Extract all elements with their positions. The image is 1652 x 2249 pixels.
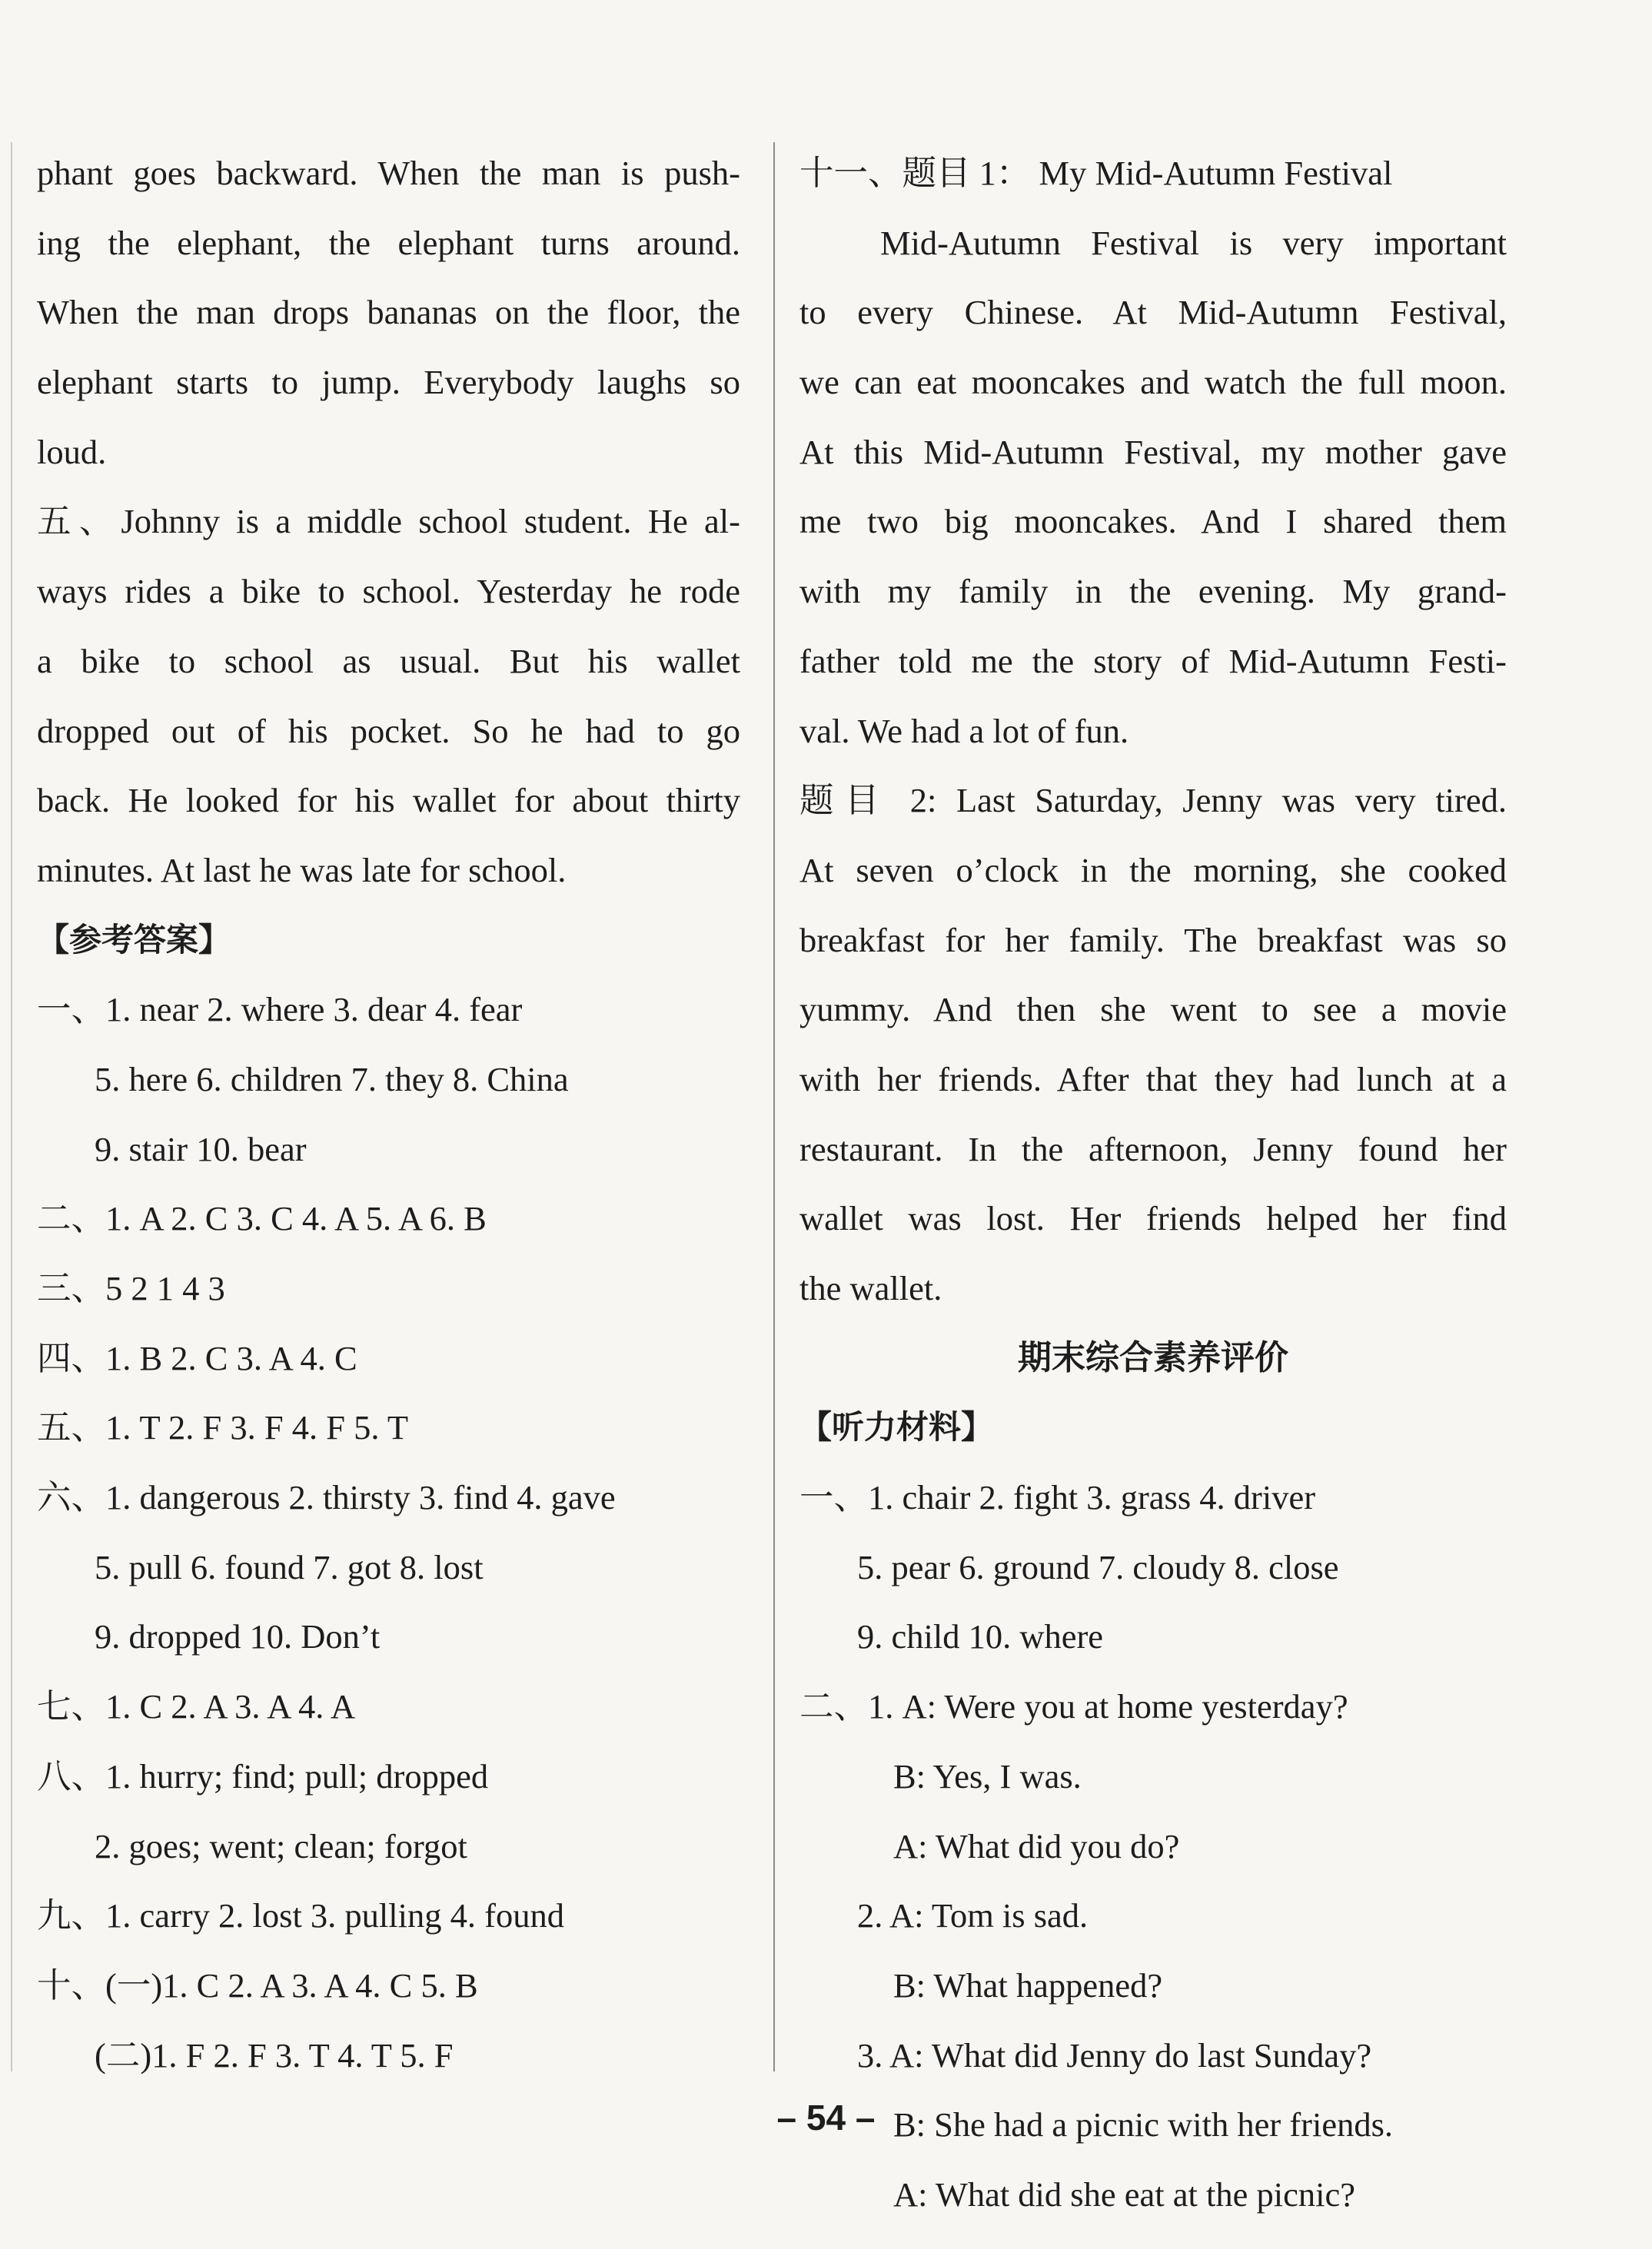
left-text-line: 5. pull 6. found 7. got 8. lost xyxy=(95,1547,484,1586)
right-text-line: 题目 2: Last Saturday, Jenny was very tired. xyxy=(799,781,1507,820)
right-text-line: restaurant. In the afternoon, Jenny found her xyxy=(799,1129,1507,1168)
column-divider xyxy=(773,142,775,2071)
left-text-line: 六、1. dangerous 2. thirsty 3. find 4. gave xyxy=(37,1478,616,1517)
right-text-line: 3. A: What did Jenny do last Sunday? xyxy=(857,2035,1372,2075)
right-text-line: B: She had a picnic with her friends. xyxy=(893,2105,1394,2144)
left-text-line: 三、5 2 1 4 3 xyxy=(37,1269,225,1307)
right-text-line: 9. child 10. where xyxy=(857,1617,1104,1656)
left-text-line: 十、(一)1. C 2. A 3. A 4. C 5. B xyxy=(37,1965,478,2005)
left-text-line: 五、Johnny is a middle school student. He al- xyxy=(37,502,740,541)
right-text-line: At seven o’clock in the morning, she cooked xyxy=(799,850,1507,889)
right-text-line: B: Yes, I was. xyxy=(893,1756,1082,1796)
left-column xyxy=(37,138,740,2090)
page-number: – 54 – xyxy=(776,2098,876,2138)
left-text-line: 5. here 6. children 7. they 8. China xyxy=(95,1059,569,1098)
left-text-line: ways rides a bike to school. Yesterday he rode xyxy=(37,572,740,611)
left-text-line: 9. stair 10. bear xyxy=(95,1129,307,1168)
left-text-line: back. He looked for his wallet for about thirty xyxy=(37,781,740,820)
left-text-line: dropped out of his pocket. So he had to go xyxy=(37,711,740,750)
right-text-line: 2. A: Tom is sad. xyxy=(857,1896,1089,1935)
right-column xyxy=(799,138,1507,2230)
left-text-line: 八、1. hurry; find; pull; dropped xyxy=(37,1756,489,1796)
left-text-line: 五、1. T 2. F 3. F 4. F 5. T xyxy=(37,1408,409,1447)
left-text-line: loud. xyxy=(37,432,107,471)
left-text-line: 四、1. B 2. C 3. A 4. C xyxy=(37,1338,357,1377)
right-text-line: A: What did she eat at the picnic? xyxy=(893,2174,1355,2214)
right-text-line: the wallet. xyxy=(799,1269,942,1307)
right-text-line: we can eat mooncakes and watch the full moon. xyxy=(799,363,1507,402)
left-text-line: 七、1. C 2. A 3. A 4. A xyxy=(37,1687,356,1726)
left-text-line: elephant starts to jump. Everybody laughs so xyxy=(37,363,740,402)
left-text-line: minutes. At last he was late for school. xyxy=(37,850,567,889)
section-title: 期末综合素养评价 xyxy=(1018,1337,1288,1377)
left-text-line: phant goes backward. When the man is push- xyxy=(37,154,740,192)
left-text-line: 二、1. A 2. C 3. C 4. A 5. A 6. B xyxy=(37,1199,487,1238)
right-text-line: 二、1. A: Were you at home yesterday? xyxy=(799,1687,1348,1726)
section-heading: 【参考答案】 xyxy=(37,920,231,958)
right-text-line: father told me the story of Mid-Autumn Festi- xyxy=(799,641,1507,680)
right-text-line: me two big mooncakes. And I shared them xyxy=(799,502,1507,541)
right-text-line: wallet was lost. Her friends helped her find xyxy=(799,1199,1507,1238)
right-text-line: val. We had a lot of fun. xyxy=(799,711,1129,750)
right-text-line: to every Chinese. At Mid-Autumn Festival, xyxy=(799,293,1507,332)
right-text-line: yummy. And then she went to see a movie xyxy=(799,990,1507,1029)
right-text-line: Mid-Autumn Festival is very important xyxy=(880,223,1507,262)
left-text-line: 9. dropped 10. Don’t xyxy=(95,1617,381,1656)
left-text-line: 2. goes; went; clean; forgot xyxy=(95,1826,467,1865)
right-text-line: with my family in the evening. My grand- xyxy=(799,572,1507,611)
right-text-line: 十一、题目 1： My Mid-Autumn Festival xyxy=(799,154,1393,192)
section-heading: 【听力材料】 xyxy=(799,1408,994,1447)
right-text-line: At this Mid-Autumn Festival, my mother gave xyxy=(799,432,1507,471)
right-text-line: with her friends. After that they had lunch at a xyxy=(799,1059,1507,1098)
right-text-line: B: What happened? xyxy=(893,1965,1163,2005)
right-text-line: breakfast for her family. The breakfast was so xyxy=(799,920,1507,959)
right-text-line: 一、1. chair 2. fight 3. grass 4. driver xyxy=(799,1478,1316,1517)
left-text-line: (二)1. F 2. F 3. T 4. T 5. F xyxy=(95,2035,454,2075)
right-text-line: A: What did you do? xyxy=(893,1826,1180,1865)
left-text-line: a bike to school as usual. But his wallet xyxy=(37,641,740,680)
left-text-line: 九、1. carry 2. lost 3. pulling 4. found xyxy=(37,1896,564,1935)
left-text-line: ing the elephant, the elephant turns around. xyxy=(37,223,740,262)
left-margin-rule xyxy=(11,142,12,2071)
right-text-line: 5. pear 6. ground 7. cloudy 8. close xyxy=(857,1547,1339,1586)
left-text-line: 一、1. near 2. where 3. dear 4. fear xyxy=(37,990,523,1029)
left-text-line: When the man drops bananas on the floor, the xyxy=(37,293,740,332)
